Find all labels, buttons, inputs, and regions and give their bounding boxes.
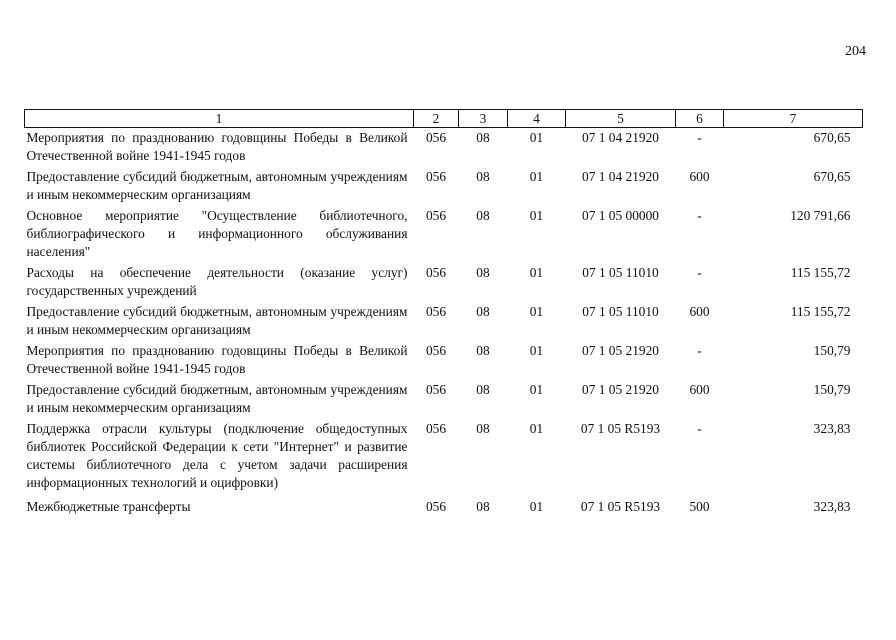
table-header-row [25, 110, 863, 128]
expense-type-cell: 600 [689, 169, 710, 184]
table-row [25, 167, 863, 206]
page-number: 204 [845, 44, 866, 59]
target-item-cell: 07 1 05 00000 [582, 208, 659, 223]
expense-type-cell: - [697, 421, 702, 436]
ministry-code-cell: 056 [425, 208, 447, 223]
subsection-code-cell: 01 [529, 382, 544, 397]
row-name-cell: Поддержка отрасли культуры (подключение общедоступных библиотек Российской Федерации к сети "Интернет" и развитие системы библиотечного дела с учетом задачи расширения информационных технологий и оцифровки) [26, 421, 408, 490]
subsection-code-cell: 01 [529, 304, 544, 319]
section-code-cell: 08 [476, 130, 490, 145]
header-col-7: 7 [724, 110, 863, 128]
expense-type-cell: 500 [689, 499, 710, 514]
header-col-3: 3 [459, 110, 508, 128]
header-col-2: 2 [414, 110, 459, 128]
table-row [25, 128, 863, 168]
amount-cell: 115 155,72 [790, 265, 851, 280]
subsection-code-cell: 01 [529, 265, 544, 280]
target-item-cell: 07 1 04 21920 [582, 169, 659, 184]
table-row [25, 419, 863, 494]
table-row [25, 494, 863, 518]
section-code-cell: 08 [476, 499, 490, 514]
amount-cell: 323,83 [813, 499, 851, 514]
table-row [25, 206, 863, 263]
table-row [25, 263, 863, 302]
ministry-code-cell: 056 [425, 304, 447, 319]
section-code-cell: 08 [476, 169, 490, 184]
table-row [25, 380, 863, 419]
amount-cell: 670,65 [813, 169, 851, 184]
header-col-5: 5 [566, 110, 676, 128]
ministry-code-cell: 056 [425, 421, 447, 436]
ministry-code-cell: 056 [425, 382, 447, 397]
expense-type-cell: - [697, 130, 702, 145]
target-item-cell: 07 1 05 R5193 [580, 421, 661, 436]
target-item-cell: 07 1 05 21920 [582, 343, 659, 358]
section-code-cell: 08 [476, 208, 490, 223]
row-name-cell: Межбюджетные трансферты [26, 499, 191, 514]
ministry-code-cell: 056 [425, 343, 447, 358]
subsection-code-cell: 01 [529, 208, 544, 223]
section-code-cell: 08 [476, 304, 490, 319]
amount-cell: 150,79 [813, 343, 851, 358]
table-row [25, 341, 863, 380]
row-name-cell: Предоставление субсидий бюджетным, автономным учреждениям и иным некоммерческим организациям [26, 382, 408, 415]
section-code-cell: 08 [476, 265, 490, 280]
ministry-code-cell: 056 [425, 499, 447, 514]
expense-type-cell: - [697, 265, 702, 280]
expense-type-cell: 600 [689, 304, 710, 319]
expense-type-cell: - [697, 208, 702, 223]
section-code-cell: 08 [476, 421, 490, 436]
header-col-1: 1 [25, 110, 414, 128]
row-name-cell: Мероприятия по празднованию годовщины Победы в Великой Отечественной войне 1941-1945 годов [26, 343, 408, 376]
section-code-cell: 08 [476, 343, 490, 358]
header-col-6: 6 [676, 110, 724, 128]
row-name-cell: Мероприятия по празднованию годовщины Победы в Великой Отечественной войне 1941-1945 годов [26, 130, 408, 163]
target-item-cell: 07 1 05 21920 [582, 382, 659, 397]
row-name-cell: Предоставление субсидий бюджетным, автономным учреждениям и иным некоммерческим организациям [26, 169, 408, 202]
subsection-code-cell: 01 [529, 421, 544, 436]
subsection-code-cell: 01 [529, 499, 544, 514]
row-name-cell: Основное мероприятие "Осуществление библиотечного, библиографического и информационного обслуживания населения" [26, 208, 408, 259]
row-name-cell: Предоставление субсидий бюджетным, автономным учреждениям и иным некоммерческим организациям [26, 304, 408, 337]
amount-cell: 120 791,66 [790, 208, 851, 223]
ministry-code-cell: 056 [425, 130, 447, 145]
target-item-cell: 07 1 05 R5193 [580, 499, 661, 514]
target-item-cell: 07 1 05 11010 [582, 304, 659, 319]
expense-type-cell: - [697, 343, 702, 358]
expense-type-cell: 600 [689, 382, 710, 397]
target-item-cell: 07 1 04 21920 [582, 130, 659, 145]
ministry-code-cell: 056 [425, 169, 447, 184]
table-row [25, 302, 863, 341]
budget-table [24, 109, 863, 518]
target-item-cell: 07 1 05 11010 [582, 265, 659, 280]
ministry-code-cell: 056 [425, 265, 447, 280]
subsection-code-cell: 01 [529, 343, 544, 358]
section-code-cell: 08 [476, 382, 490, 397]
amount-cell: 670,65 [813, 130, 851, 145]
header-col-4: 4 [508, 110, 566, 128]
amount-cell: 323,83 [813, 421, 851, 436]
subsection-code-cell: 01 [529, 169, 544, 184]
row-name-cell: Расходы на обеспечение деятельности (оказание услуг) государственных учреждений [26, 265, 408, 298]
amount-cell: 115 155,72 [790, 304, 851, 319]
amount-cell: 150,79 [813, 382, 851, 397]
subsection-code-cell: 01 [529, 130, 544, 145]
